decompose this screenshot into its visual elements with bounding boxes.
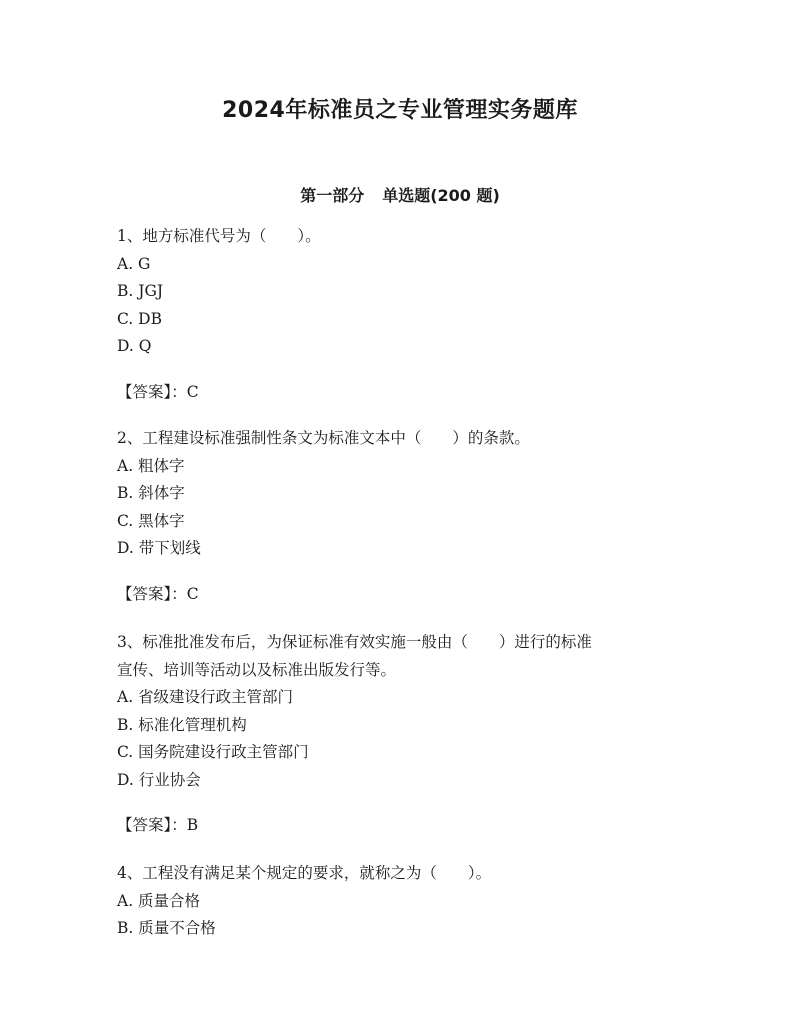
question-stem: 4、工程没有满足某个规定的要求，就称之为（ ）。 (117, 864, 492, 882)
question-1 (117, 223, 697, 406)
section-name: 第一部分 (300, 186, 365, 205)
option-b: B. 斜体字 (117, 484, 185, 502)
section-heading (0, 183, 800, 206)
answer-value: C (186, 584, 199, 603)
option-b: B. 标准化管理机构 (117, 715, 247, 734)
section-type: 单选题(200 题) (382, 186, 500, 205)
answer-label: 【答案】： (117, 584, 187, 603)
option-a: A. 省级建设行政主管部门 (117, 688, 294, 706)
answer-label: 【答案】： (117, 816, 187, 834)
option-d: D. 带下划线 (117, 539, 201, 557)
option-b: B. 质量不合格 (117, 919, 216, 937)
answer-line (117, 379, 697, 407)
answer-value: C (186, 382, 199, 401)
answer-line (117, 812, 697, 840)
question-stem: 2、工程建设标准强制性条文为标准文本中（ ）的条款。 (117, 429, 530, 447)
document-title: 2024年标准员之专业管理实务题库 (222, 98, 578, 123)
option-c: C. 国务院建设行政主管部门 (117, 743, 309, 761)
option-a: A. 质量合格 (117, 891, 201, 910)
option-d: D. Q (117, 337, 152, 355)
option-d: D. 行业协会 (117, 770, 201, 789)
option-b: B. JGJ (117, 282, 164, 300)
question-4 (117, 860, 697, 943)
answer-value: B (186, 816, 199, 834)
question-stem-line-1: 3、标准批准发布后，为保证标准有效实施一般由（ ）进行的标准 (117, 633, 592, 651)
answer-label: 【答案】： (117, 382, 187, 401)
option-a: A. 粗体字 (117, 456, 185, 475)
option-a: A. G (117, 254, 151, 273)
answer-line (117, 581, 697, 609)
question-2 (117, 425, 697, 608)
option-c: C. DB (117, 309, 162, 328)
option-c: C. 黑体字 (117, 511, 185, 530)
question-3 (117, 629, 697, 840)
question-stem: 1、地方标准代号为（ ）。 (117, 227, 321, 245)
question-stem-line-2: 宣传、培训等活动以及标准出版发行等。 (117, 660, 397, 679)
